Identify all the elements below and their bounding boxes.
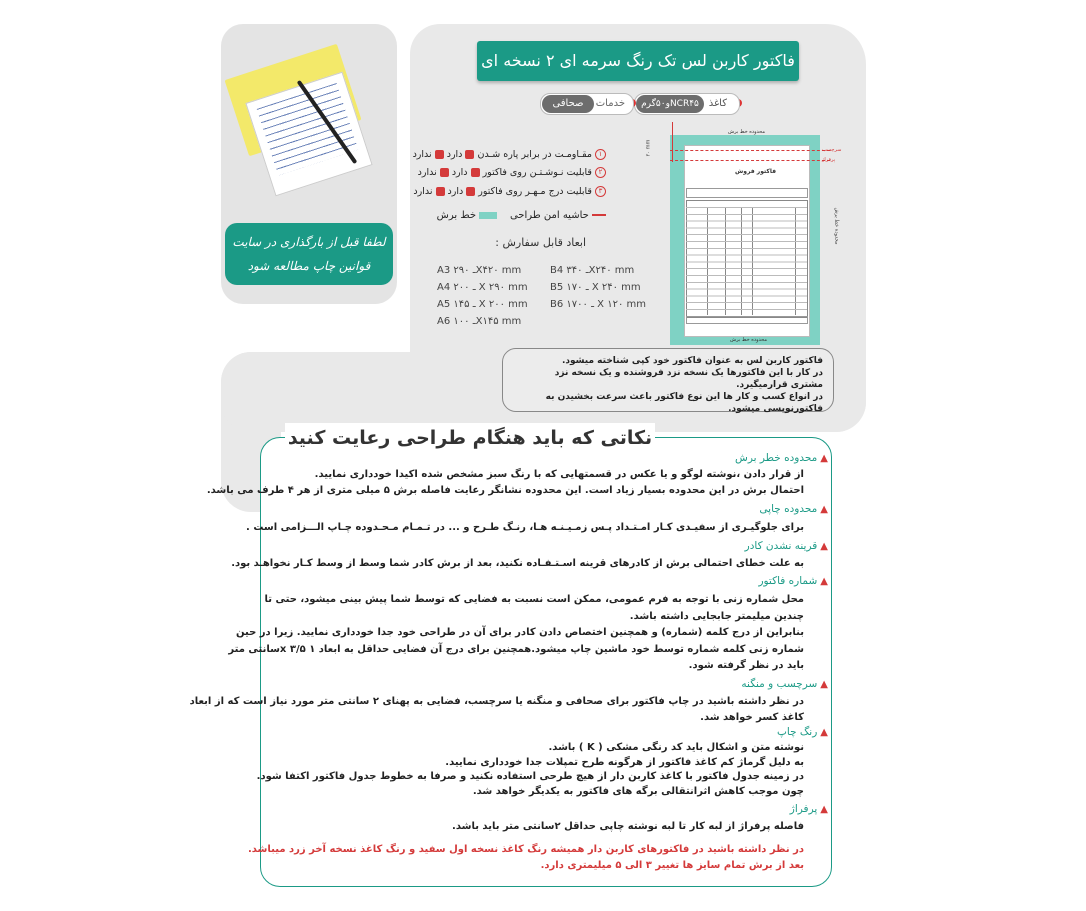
- size-a5: A5 ـ ۱۴۵ X ۲۰۰ mm: [437, 299, 528, 310]
- checkbox-icon: [471, 168, 480, 177]
- product-title: فاکتور کاربن لس تک رنگ سرمه ای ۲ نسخه ای: [477, 41, 799, 81]
- feature-yes: دارد: [451, 167, 468, 178]
- info-line: در انواع کسب و کار ها این نوع فاکتور باعث سرعت بخشیدن به فاکتورنویسی میشود.: [545, 392, 823, 414]
- feature-row: [413, 186, 606, 197]
- warning-icon: ▲: [820, 504, 828, 515]
- design-tips-title: نکاتی که باید هنگام طراحی رعایت کنید: [285, 423, 655, 453]
- tip-heading: ▲پرفراژ: [789, 803, 828, 815]
- carbonless-info: [502, 348, 834, 412]
- checkbox-icon: [440, 168, 449, 177]
- size-a4: A4 ـ ۲۰۰ X ۲۹۰ mm: [437, 282, 528, 293]
- design-legend: [437, 210, 606, 221]
- size-b4: B4 ـ ۳۴۰X۲۴۰ mm: [550, 265, 635, 276]
- checkbox-icon: [465, 150, 474, 159]
- safe-margin-label: حاشیه امن طراحی: [509, 210, 589, 221]
- cut-line-label: خط برش: [436, 210, 477, 221]
- cut-line-swatch: [479, 212, 497, 219]
- feature-yes: دارد: [446, 149, 463, 160]
- info-line: در کار با این فاکتورها یک نسخه نزد فروشنده و یک نسخه نزد: [554, 368, 823, 378]
- perforation-line: [670, 150, 830, 151]
- paper-value: NCR۴۵و۵۰گرم: [636, 95, 704, 113]
- sizes-heading: ابعاد قابل سفارش :: [495, 236, 586, 249]
- feature-number: ۲: [595, 167, 606, 178]
- invoice-bottom-label: محدوده خط برش: [730, 337, 768, 343]
- services-value: صحافی: [542, 95, 594, 113]
- perforation-label: پرفراژ: [822, 157, 836, 163]
- feature-number: ۱: [595, 149, 606, 160]
- warning-icon: ▲: [820, 541, 828, 552]
- feature-label: قابلیت درج مـهـر روی فاکتور: [478, 186, 592, 197]
- tips-footer-warning: در نظر داشته باشید در فاکتورهای کاربن دار همیشه رنگ کاغذ نسخه اول سفید و رنگ کاغذ نسخه آخر زرد میباشد. بعد از برش تمام سایز ها تغییر ۳ الی ۵ میلیمتری دارد.: [247, 844, 804, 871]
- sizes-column-a: [437, 262, 528, 330]
- tip-text: فاصله پرفراژ از لبه کار تا لبه نوشته چاپی حداقل ۲سانتی متر باید باشد.: [452, 821, 804, 832]
- warning-icon: ▲: [820, 727, 828, 738]
- safe-margin-swatch: [592, 214, 606, 216]
- info-line: مشتری قرارمیگیرد.: [736, 380, 823, 390]
- tip-heading: ▲محدوده چاپی: [759, 503, 828, 515]
- sticker-label: سرچسب: [822, 147, 842, 153]
- tip-text: به علت خطای احتمالی برش از کادرهای قرینه اسـتـفـاده نکنید، بعد از برش کادر شما وسط از وسط کـار نخواهـد بود.: [231, 558, 804, 569]
- tip-heading: ▲رنگ چاپ: [776, 726, 828, 738]
- invoice-total-row: [686, 316, 808, 324]
- checkbox-icon: [466, 187, 475, 196]
- invoice-top-label: محدوده خط برش: [728, 129, 766, 135]
- table-rows: [686, 207, 807, 315]
- invoice-side-label: محدوده خط برش: [833, 207, 840, 245]
- size-a3: A3 ـ ۲۹۰X۴۲۰ mm: [437, 265, 522, 276]
- feature-yes: دارد: [447, 186, 464, 197]
- info-line: فاکتور کاربن لس به عنوان فاکتور خود کپی شناخته میشود.: [561, 356, 823, 366]
- checkbox-icon: [436, 187, 445, 196]
- tip-heading: ▲سرچسب و منگنه: [741, 678, 828, 690]
- feature-no: ندارد: [413, 186, 433, 197]
- sticker-line: [670, 160, 830, 161]
- paper-label: کاغذ: [708, 98, 727, 109]
- feature-label: مقـاومـت در برابر پاره شـدن: [477, 149, 592, 160]
- sizes-column-b: [550, 262, 646, 313]
- feature-row: [418, 167, 606, 178]
- tip-text: محل شماره زنی با توجه به فرم عمومی، ممکن است نسبت به فضایی که توسط شما پیش بینی میشود، حتی تا چندین میلیمتر جابجایی داشته باشد. بنابراین از درج کلمه (شماره) و همچنین اختصاص دادن کادر برای آن در طراحی خود جدا خودداری نمایید. زیرا در حین شماره زنی کلمه شماره توسط خود ماشین چاپ میشود.همچنین برای درج آن فضایی حداقل به ابعاد ۱ x ۳/۵سانتی متر باید در نظر گرفته شود.: [228, 594, 804, 671]
- tip-text: در نظر داشته باشید در چاپ فاکتور برای صحافی و منگنه یا سرچسب، فضایی به پهنای ۲ سانتی متر مورد نیاز است که از ابعاد کاغذ کسر خواهد شد.: [189, 696, 804, 723]
- upload-rules-note[interactable]: [225, 223, 393, 285]
- tip-text: از قرار دادن ،نوشته لوگو و یا عکس در قسمتهایی که با رنگ سبز مشخص شده اکیدا خودداری نمایید. احتمال برش در این محدوده بسیار زیاد است. این محدوده نشانگر رعایت فاصله برش ۵ میلی متری از هر ۴ طرف می باشد.: [206, 469, 804, 496]
- tip-heading: ▲شماره فاکتور: [758, 575, 828, 587]
- mm-marker: [672, 122, 673, 162]
- services-label: خدمات: [595, 98, 625, 109]
- tip-heading: ▲محدوده خطر برش: [735, 452, 828, 464]
- size-b6: B6 ـ ۱۷۰۰ X ۱۲۰ mm: [550, 299, 646, 310]
- invoice-header-fields: [686, 188, 808, 198]
- tip-text: نوشته متن و اشکال باید کد رنگی مشکی ( K ) باشد. به دلیل گرماژ کم کاغذ فاکتور از هرگونه طرح تمپلات جدا خودداری نمایید. در زمینه جدول فاکتور با کاغذ کاربن دار از هیچ طرحی استفاده نکنید و صرفا به خطوط جدول فاکتور اکتفا شود. چون موجب کاهش اثرانتقالی برگه های فاکتور به یکدیگر خواهد شد.: [256, 742, 804, 797]
- mm-label: ۲۰ mm: [645, 139, 652, 157]
- feature-row: [413, 149, 606, 160]
- warning-icon: ▲: [820, 453, 828, 464]
- feature-no: ندارد: [417, 167, 437, 178]
- note-line-2: قوانین چاپ مطالعه شود: [247, 259, 371, 273]
- size-b5: B5 ـ ۱۷۰ X ۲۴۰ mm: [550, 282, 641, 293]
- invoice-title: فاکتور فروش: [735, 168, 777, 175]
- tip-heading: ▲قرینه نشدن کادر: [744, 540, 828, 552]
- checkbox-icon: [435, 150, 444, 159]
- size-a6: A6 ـ ۱۰۰X۱۴۵ mm: [437, 316, 522, 327]
- tip-text: برای جلوگیـری از سفیـدی کـار امـتـداد پـس زمـیـنـه هـا، رنـگ طـرح و ... در تـمـام مـحـدوده چـاپ الـــزامی است .: [246, 522, 804, 533]
- note-line-1: لطفا قبل از بارگذاری در سایت: [232, 235, 386, 249]
- warning-icon: ▲: [820, 576, 828, 587]
- warning-icon: ▲: [820, 679, 828, 690]
- feature-no: ندارد: [412, 149, 432, 160]
- feature-label: قابلیت نـوشـتـن روی فاکتور: [482, 167, 592, 178]
- warning-icon: ▲: [820, 804, 828, 815]
- feature-number: ۳: [595, 186, 606, 197]
